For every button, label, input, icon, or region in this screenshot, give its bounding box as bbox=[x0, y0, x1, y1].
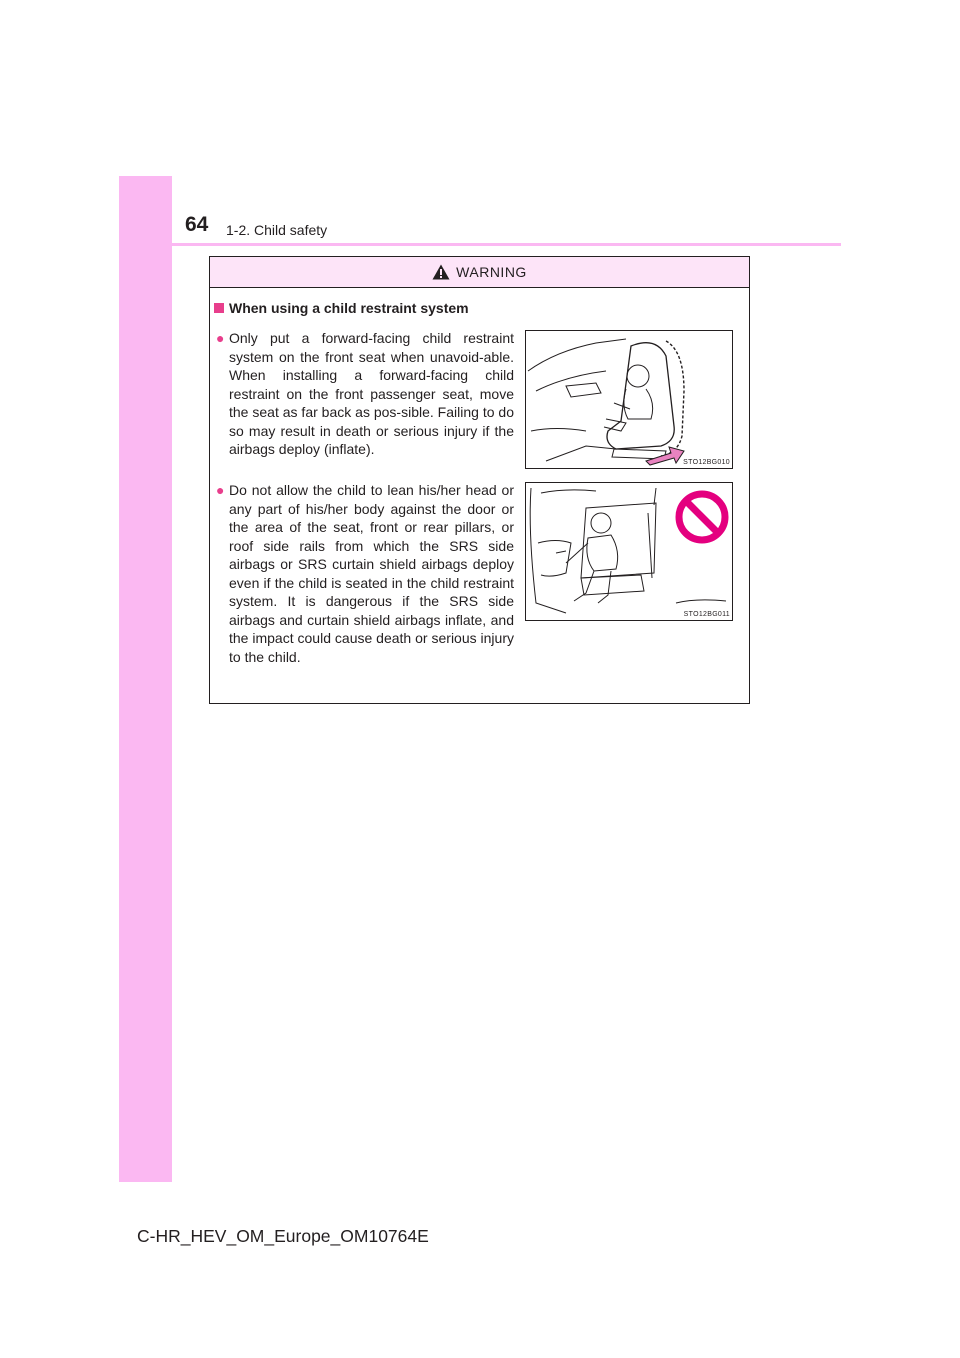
prohibited-icon bbox=[674, 489, 730, 545]
warning-item-text: Do not allow the child to lean his/her head or any part of his/her body against the door or the area of the seat, front or rear pillars, or roof side rails from which the SRS side airbags or SRS curtain shield airbags deploy even if the child is seated in the child restraint system. It is dangerous if the SRS side airbags and curtain shield airbags inflate, and the impact could cause death or serious injury to the child. bbox=[229, 482, 514, 665]
forward-facing-child-seat-illustration bbox=[525, 330, 733, 469]
header-rule bbox=[119, 243, 841, 246]
subheading-text: When using a child restraint system bbox=[229, 300, 469, 316]
figure-code: STO12BG011 bbox=[683, 611, 730, 618]
warning-item-text: Only put a forward-facing child restraint system on the front seat when unavoid-able. When installing a forward-facing child restraint on the front passenger seat, move the seat as far back as pos-sible. Failing to do so may result in death or serious injury if the airbags deploy (inflate). bbox=[229, 330, 514, 457]
warning-subheading bbox=[214, 300, 469, 316]
chapter-side-tab bbox=[119, 176, 172, 1182]
figure-code: STO12BG010 bbox=[683, 459, 730, 466]
warning-header bbox=[210, 257, 749, 288]
document-code: C-HR_HEV_OM_Europe_OM10764E bbox=[137, 1226, 429, 1246]
child-leaning-prohibited-illustration bbox=[525, 482, 733, 621]
warning-title: WARNING bbox=[456, 264, 527, 280]
section-title: 1-2. Child safety bbox=[226, 222, 328, 238]
warning-item bbox=[216, 329, 514, 459]
warning-triangle-icon bbox=[432, 264, 450, 280]
warning-box bbox=[209, 256, 750, 704]
warning-item bbox=[216, 481, 514, 666]
circle-bullet-icon: ● bbox=[216, 330, 225, 346]
circle-bullet-icon: ● bbox=[216, 482, 225, 498]
page-number: 64 bbox=[185, 213, 209, 236]
square-bullet-icon bbox=[214, 303, 224, 313]
